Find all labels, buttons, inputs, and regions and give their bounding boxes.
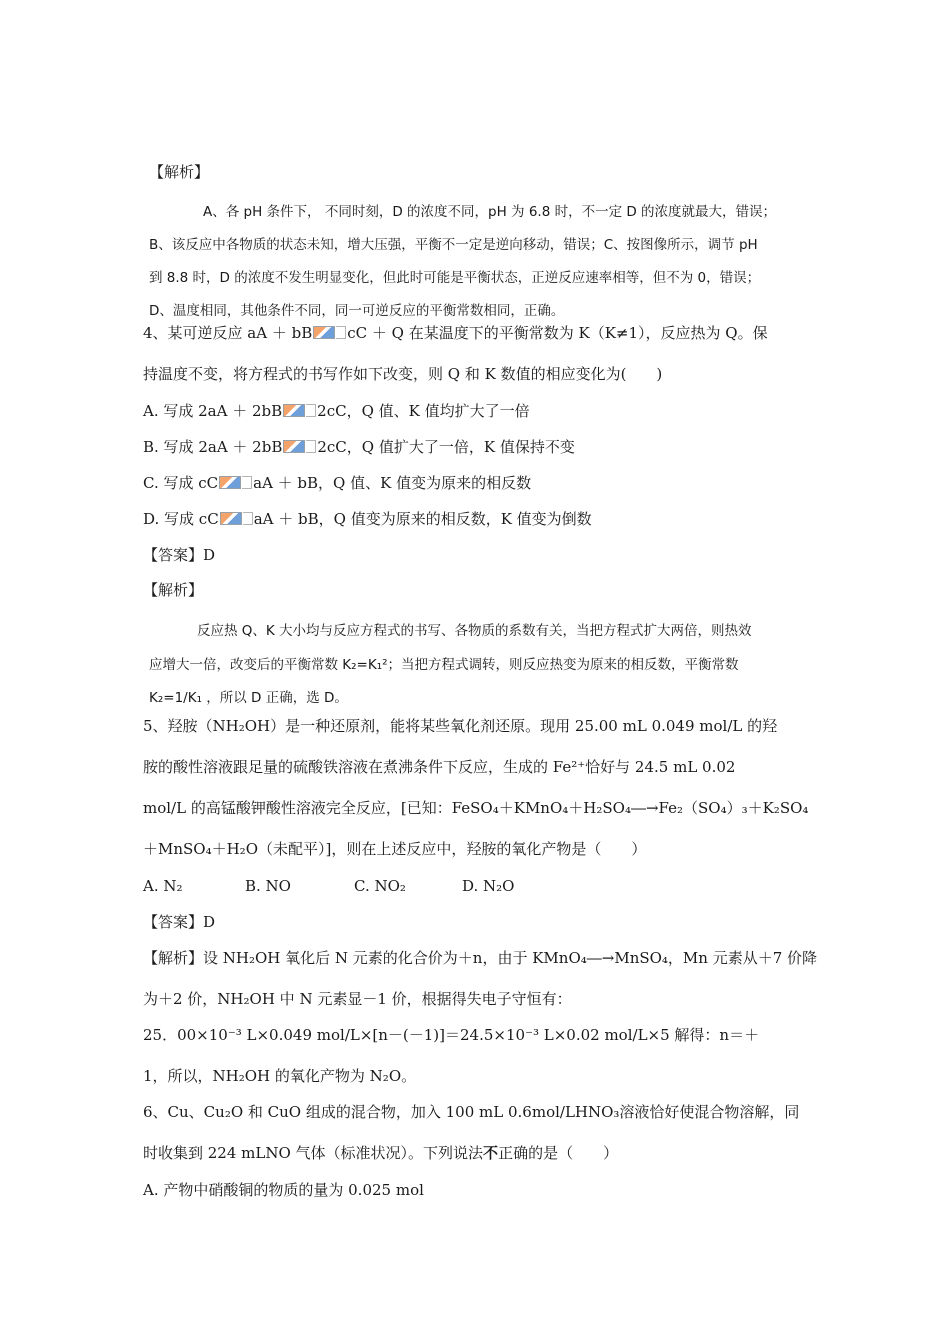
- question-5-option-d: D. N₂O: [462, 877, 515, 895]
- question-4-stem: [143, 323, 768, 343]
- option-4d-part1: D. 写成 cC: [143, 510, 219, 528]
- option-4a: [143, 401, 530, 421]
- question-5-line3: mol/L 的高锰酸钾酸性溶液完全反应，[已知：FeSO₄＋KMnO₄＋H₂SO₄―→Fe₂（SO₄）₃＋K₂SO₄: [143, 799, 809, 817]
- question-4-stem-part1: 4、某可逆反应 aA ＋ bB: [143, 324, 313, 342]
- option-4b: [143, 437, 575, 457]
- question-5-option-a: A. N₂: [143, 877, 183, 895]
- answer-4: 【答案】D: [143, 546, 216, 564]
- analysis-line-d: D、温度相同，其他条件不同，同一可逆反应的平衡常数相同，正确。: [149, 303, 565, 319]
- question-5-line1: 5、羟胺（NH₂OH）是一种还原剂，能将某些氧化剂还原。现用 25.00 mL 0.049 mol/L 的羟: [143, 717, 778, 735]
- question-4-stem-part2: cC ＋ Q 在某温度下的平衡常数为 K（K≠1），反应热为 Q。保: [347, 324, 768, 342]
- analysis-5-line3: 25．00×10⁻³ L×0.049 mol/L×[n－(－1)]＝24.5×10⁻³ L×0.02 mol/L×5 解得：n＝＋: [143, 1026, 760, 1044]
- analysis-4-line1: 反应热 Q、K 大小均与反应方程式的书写、各物质的系数有关，当把方程式扩大两倍，则热效: [197, 623, 752, 639]
- option-4b-part1: B. 写成 2aA ＋ 2bB: [143, 438, 283, 456]
- question-6-line1: 6、Cu、Cu₂O 和 CuO 组成的混合物，加入 100 mL 0.6mol/LHNO₃溶液恰好使混合物溶解，同: [143, 1103, 800, 1121]
- equilibrium-arrow-icon: [219, 476, 241, 489]
- question-4-stem-line2: 持温度不变，将方程式的书写作如下改变，则 Q 和 K 数值的相应变化为( ): [143, 365, 663, 383]
- analysis-5-line4: 1，所以，NH₂OH 的氧化产物为 N₂O。: [143, 1067, 417, 1085]
- option-4a-part2: 2cC，Q 值、K 值均扩大了一倍: [317, 402, 530, 420]
- image-placeholder-box: [306, 440, 316, 453]
- question-6-line2: [143, 1143, 618, 1163]
- analysis-5-line2: 为＋2 价，NH₂OH 中 N 元素显－1 价，根据得失电子守恒有：: [143, 990, 572, 1008]
- question-6-line2-part1: 时收集到 224 mLNO 气体（标准状况）。下列说法: [143, 1144, 484, 1162]
- question-5-line4: ＋MnSO₄＋H₂O（未配平）]，则在上述反应中，羟胺的氧化产物是（ ）: [143, 840, 647, 858]
- analysis-4-line2: 应增大一倍，改变后的平衡常数 K₂=K₁²；当把方程式调转，则反应热变为原来的相反数，平衡常数: [149, 657, 739, 673]
- image-placeholder-box: [336, 326, 346, 339]
- equilibrium-arrow-icon: [283, 404, 305, 417]
- option-4c-part1: C. 写成 cC: [143, 474, 219, 492]
- analysis-line-a: A、各 pH 条件下， 不同时刻，D 的浓度不同，pH 为 6.8 时，不一定 D 的浓度就最大，错误；: [203, 204, 777, 220]
- option-4a-part1: A. 写成 2aA ＋ 2bB: [143, 402, 283, 420]
- equilibrium-arrow-icon: [313, 326, 335, 339]
- question-5-line2: 胺的酸性溶液跟足量的硫酸铁溶液在煮沸条件下反应，生成的 Fe²⁺恰好与 24.5 mL 0.02: [143, 758, 736, 776]
- image-placeholder-box: [306, 404, 316, 417]
- analysis-5-line1: 【解析】设 NH₂OH 氧化后 N 元素的化合价为＋n，由于 KMnO₄―→MnSO₄，Mn 元素从＋7 价降: [143, 949, 818, 967]
- equilibrium-arrow-icon: [220, 512, 242, 525]
- question-6-line2-part2: 正确的是（ ）: [498, 1144, 619, 1162]
- analysis-line-c: 到 8.8 时，D 的浓度不发生明显变化，但此时可能是平衡状态，正逆反应速率相等，但不为 0，错误；: [149, 270, 761, 286]
- analysis-4-line3: K₂=1/K₁ ，所以 D 正确，选 D。: [149, 690, 348, 706]
- analysis-4-heading: 【解析】: [143, 581, 204, 599]
- analysis-heading: 【解析】: [149, 163, 210, 181]
- option-4d-part2: aA ＋ bB，Q 值变为原来的相反数，K 值变为倒数: [253, 510, 592, 528]
- emphasis-not: 不: [483, 1144, 499, 1162]
- question-5-option-c: C. NO₂: [354, 877, 406, 895]
- answer-5: 【答案】D: [143, 913, 216, 931]
- option-4c: [143, 473, 531, 493]
- question-5-option-b: B. NO: [245, 877, 291, 895]
- image-placeholder-box: [243, 512, 253, 525]
- equilibrium-arrow-icon: [283, 440, 305, 453]
- option-4b-part2: 2cC，Q 值扩大了一倍，K 值保持不变: [317, 438, 575, 456]
- question-6-option-a: A. 产物中硝酸铜的物质的量为 0.025 mol: [143, 1181, 424, 1199]
- analysis-line-b: B、该反应中各物质的状态未知，增大压强，平衡不一定是逆向移动，错误；C、按图像所示，调节 pH: [149, 237, 758, 253]
- option-4d: [143, 509, 592, 529]
- option-4c-part2: aA ＋ bB，Q 值、K 值变为原来的相反数: [253, 474, 532, 492]
- image-placeholder-box: [242, 476, 252, 489]
